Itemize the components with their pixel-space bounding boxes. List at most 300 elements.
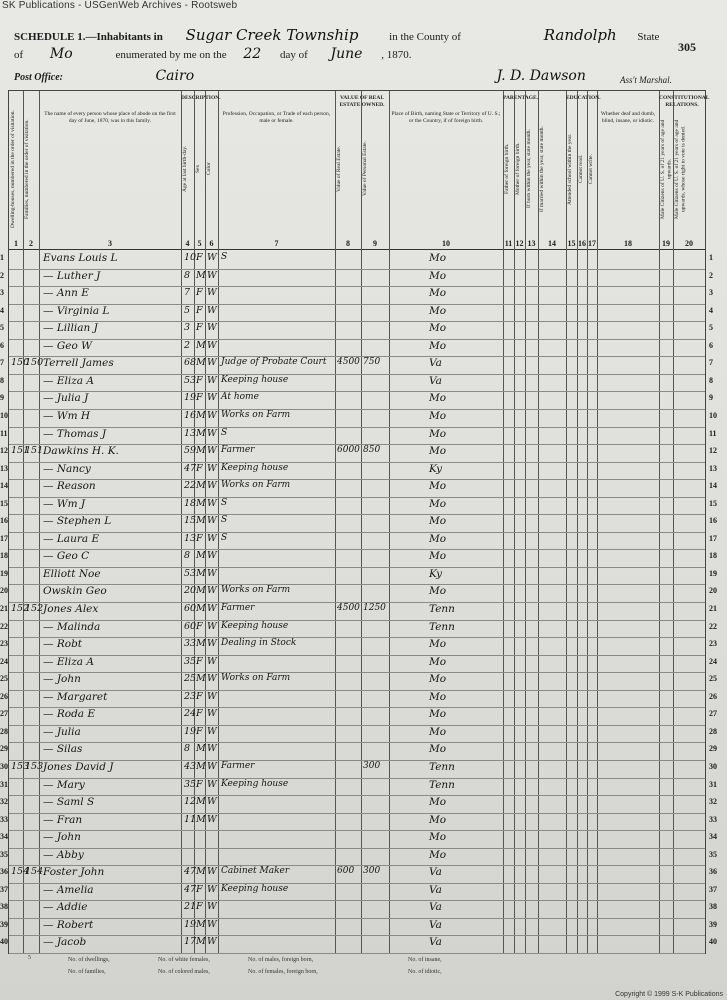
cell-fam: 150 [25, 357, 44, 369]
cell-age: 22 [184, 480, 197, 492]
cell-occ: Farmer [221, 445, 255, 456]
cell-sex: M [196, 638, 206, 650]
cell-occ: S [221, 532, 228, 543]
cell-color: W [207, 778, 217, 790]
cell-dw: 154 [11, 866, 30, 878]
line-number-right: 33 [709, 814, 717, 824]
cell-occ: Works on Farm [221, 480, 291, 491]
column-number-7: 7 [274, 239, 279, 248]
column-number-16: 16 [578, 239, 586, 248]
cell-occ: Keeping house [221, 462, 289, 473]
cell-fam: 152 [25, 603, 44, 614]
column-heading-18: Whether deaf and dumb, blind, insane, or idiotic. [600, 111, 656, 124]
cell-age: 19 [184, 918, 197, 930]
cell-color: W [207, 743, 217, 755]
cell-sex: M [196, 480, 206, 492]
cell-fam: 153 [25, 760, 44, 772]
table-row [9, 497, 705, 516]
cell-color: W [207, 322, 217, 334]
line-number-right: 18 [709, 551, 717, 561]
line-number-left: 23 [0, 639, 8, 649]
table-row [9, 427, 705, 446]
line-number-right: 15 [709, 498, 717, 508]
cell-age: 24 [184, 708, 197, 720]
cell-pe: 750 [363, 357, 381, 368]
cell-name: — Geo C [43, 550, 90, 563]
enumeration-month: June [330, 46, 363, 62]
cell-sex: M [196, 427, 206, 439]
cell-name: — Silas [43, 743, 83, 756]
column-heading-11: Father of foreign birth. [504, 143, 510, 195]
cell-name: — Luther J [43, 269, 101, 282]
cell-birth: Mo [429, 445, 447, 458]
table-row [9, 479, 705, 498]
line-number-right: 11 [709, 428, 717, 438]
cell-name: — Lillian J [43, 322, 98, 335]
cell-color: W [207, 287, 217, 299]
cell-age: 53 [184, 374, 197, 386]
line-number-right: 12 [709, 446, 717, 456]
footer-totals [8, 955, 704, 985]
table-row [9, 584, 705, 603]
cell-age: 8 [184, 743, 191, 755]
line-number-left: 1 [0, 253, 4, 262]
line-number-left: 39 [0, 919, 8, 929]
cell-sex: F [196, 901, 203, 913]
cell-sex: M [196, 269, 206, 281]
cell-birth: Mo [429, 392, 447, 405]
cell-sex: M [196, 445, 206, 457]
column-number-9: 9 [373, 239, 377, 248]
cell-color: W [207, 269, 217, 281]
table-row [9, 918, 705, 937]
cell-color: W [207, 690, 217, 702]
cell-birth: Mo [429, 480, 447, 493]
footer-females-foreign: No. of females, foreign born, [248, 969, 318, 975]
footer-white-females: No. of white females, [158, 957, 210, 963]
cell-re: 4500 [337, 603, 360, 613]
cell-color: W [207, 339, 217, 351]
cell-pe: 850 [363, 445, 381, 456]
cell-birth: Va [429, 866, 442, 879]
table-row [9, 356, 705, 375]
cell-sex: F [196, 374, 203, 386]
cell-occ: Judge of Probate Court [221, 357, 327, 368]
cell-dw: 152 [11, 603, 30, 614]
column-heading-19: Male Citizens of U. S. of 21 years of age and upwards. [660, 119, 672, 219]
line-number-right: 4 [709, 305, 713, 315]
table-row [9, 339, 705, 358]
line-number-left: 8 [0, 375, 4, 385]
line-number-right: 17 [709, 533, 717, 543]
cell-name: — Virginia L [43, 304, 110, 317]
cell-sex: M [196, 796, 206, 808]
table-row [9, 462, 705, 481]
column-number-19: 19 [662, 239, 670, 248]
cell-sex: M [196, 603, 206, 614]
line-number-left: 14 [0, 481, 8, 491]
column-heading-4: Age at last birth-day. [182, 145, 188, 193]
cell-name: — Robert [43, 918, 94, 931]
cell-sex: M [196, 936, 206, 948]
cell-name: Evans Louis L [43, 252, 118, 264]
cell-occ: S [221, 427, 228, 438]
cell-color: W [207, 427, 217, 439]
line-number-left: 16 [0, 516, 8, 526]
line-number-left: 5 [0, 323, 4, 333]
cell-birth: Mo [429, 550, 447, 563]
cell-sex: F [196, 304, 203, 316]
line-number-left: 35 [0, 849, 8, 859]
cell-fam: 151 [25, 445, 44, 457]
group-header-constitutional: CONSTITUTIONAL RELATIONS. [659, 95, 710, 108]
cell-color: W [207, 445, 217, 457]
cell-name: — Robt [43, 638, 83, 651]
enumeration-line [14, 46, 411, 62]
cell-sex: M [196, 497, 206, 509]
line-number-left: 28 [0, 726, 8, 736]
table-row [9, 707, 705, 726]
column-heading-9: Value of Personal Estate. [362, 141, 368, 197]
column-number-13: 13 [527, 239, 536, 248]
cell-sex: F [196, 392, 203, 404]
cell-age: 10 [184, 252, 197, 263]
cell-dw: 151 [11, 445, 30, 457]
cell-sex: M [196, 866, 206, 878]
column-heading-7: Profession, Occupation, or Trade of each person, male or female. [222, 111, 331, 124]
line-number-left: 21 [0, 604, 8, 613]
cell-birth: Mo [429, 796, 447, 809]
table-row [9, 795, 705, 814]
line-number-right: 21 [709, 604, 717, 613]
cell-birth: Mo [429, 831, 447, 844]
post-office-name: Cairo [155, 68, 195, 84]
table-row [9, 391, 705, 410]
table-row [9, 251, 705, 270]
cell-name: — Laura E [43, 532, 100, 545]
line-number-left: 38 [0, 902, 8, 912]
cell-name: Foster John [43, 866, 105, 879]
cell-re: 4500 [337, 357, 360, 368]
line-number-right: 35 [709, 849, 717, 859]
cell-birth: Mo [429, 322, 447, 335]
cell-birth: Mo [429, 708, 447, 721]
line-number-left: 29 [0, 744, 8, 754]
cell-name: — Addie [43, 901, 88, 914]
cell-age: 53 [184, 567, 197, 579]
cell-name: Jones David J [43, 760, 114, 773]
cell-occ: Keeping house [221, 374, 289, 385]
cell-birth: Mo [429, 585, 447, 598]
cell-sex: F [196, 287, 203, 299]
cell-age: 23 [184, 690, 197, 702]
cell-birth: Tenn [429, 760, 455, 773]
line-number-right: 5 [709, 323, 713, 333]
line-number-left: 4 [0, 305, 4, 315]
cell-name: — Ann E [43, 287, 89, 300]
table-row [9, 760, 705, 779]
cell-name: — Julia J [43, 392, 89, 405]
cell-color: W [207, 532, 217, 544]
table-row [9, 883, 705, 902]
cell-color: W [207, 673, 217, 685]
cell-name: — Jacob [43, 936, 87, 949]
column-heading-6: Color [206, 162, 212, 176]
source-banner: SK Publications - USGenWeb Archives - Rootsweb [2, 0, 238, 11]
cell-re: 600 [337, 866, 355, 877]
cell-age: 5 [184, 304, 191, 316]
line-number-left: 36 [0, 867, 8, 877]
table-row [9, 637, 705, 656]
cell-name: Dawkins H. K. [43, 445, 119, 458]
line-number-left: 33 [0, 814, 8, 824]
footer-insane: No. of insane, [408, 957, 442, 963]
cell-birth: Ky [429, 567, 443, 580]
cell-age: 33 [184, 638, 197, 650]
cell-birth: Mo [429, 690, 447, 703]
table-row [9, 269, 705, 288]
line-number-right: 6 [709, 340, 713, 350]
line-number-right: 9 [709, 393, 713, 403]
cell-name: — Geo W [43, 339, 92, 352]
table-row [9, 409, 705, 428]
cell-sex: F [196, 620, 203, 632]
line-number-left: 20 [0, 586, 8, 596]
line-number-right: 8 [709, 375, 713, 385]
column-number-10: 10 [442, 239, 450, 248]
cell-birth: Tenn [429, 620, 455, 633]
table-row [9, 549, 705, 568]
line-number-left: 32 [0, 797, 8, 807]
column-number-12: 12 [515, 239, 524, 248]
line-number-left: 19 [0, 568, 8, 578]
cell-occ: Farmer [221, 603, 255, 613]
cell-birth: Ky [429, 462, 443, 475]
cell-birth: Mo [429, 252, 447, 264]
cell-occ: Works on Farm [221, 409, 291, 420]
column-number-18: 18 [624, 239, 632, 248]
cell-color: W [207, 918, 217, 930]
table-row [9, 848, 705, 867]
cell-sex: F [196, 655, 203, 667]
line-number-right: 23 [709, 639, 717, 649]
cell-name: — Nancy [43, 462, 91, 475]
group-header-value: VALUE OF REAL ESTATE OWNED. [339, 95, 385, 108]
line-number-left: 3 [0, 288, 4, 298]
cell-birth: Mo [429, 532, 447, 545]
cell-birth: Va [429, 901, 442, 914]
footer-males-foreign: No. of males, foreign born, [248, 957, 314, 963]
cell-re: 6000 [337, 445, 360, 456]
table-row [9, 813, 705, 832]
footer-colored-males: No. of colored males, [158, 969, 210, 975]
line-number-right: 31 [709, 779, 717, 789]
cell-age: 19 [184, 392, 197, 404]
line-number-right: 26 [709, 691, 717, 701]
cell-sex: M [196, 567, 206, 579]
cell-color: W [207, 813, 217, 825]
cell-name: — Abby [43, 848, 84, 861]
cell-birth: Mo [429, 515, 447, 528]
cell-name: Owskin Geo [43, 585, 107, 598]
cell-sex: M [196, 918, 206, 930]
table-row [9, 830, 705, 849]
cell-color: W [207, 655, 217, 667]
cell-age: 13 [184, 427, 197, 439]
cell-age: 47 [184, 883, 197, 895]
cell-birth: Va [429, 936, 442, 949]
cell-age: 35 [184, 655, 197, 667]
line-number-right: 29 [709, 744, 717, 754]
cell-sex: M [196, 760, 206, 772]
line-number-left: 26 [0, 691, 8, 701]
cell-sex: F [196, 690, 203, 702]
column-heading-10: Place of Birth, naming State or Territory of U. S.; or the Country, if of foreign birth. [391, 111, 501, 124]
cell-occ: S [221, 497, 228, 508]
cell-birth: Mo [429, 725, 447, 738]
cell-dw: 150 [11, 357, 30, 369]
cell-occ: S [221, 252, 228, 262]
cell-sex: M [196, 585, 206, 597]
cell-sex: F [196, 708, 203, 720]
column-number-11: 11 [504, 239, 513, 248]
cell-birth: Tenn [429, 778, 455, 791]
cell-color: W [207, 883, 217, 895]
line-number-left: 30 [0, 761, 8, 771]
table-row [9, 304, 705, 323]
cell-age: 8 [184, 269, 191, 281]
column-heading-20: Male Citizens of U. S. of 21 years of age and upwards, whose right to vote is denied. [674, 119, 687, 219]
cell-age: 15 [184, 515, 197, 527]
cell-pe: 300 [363, 760, 381, 771]
cell-age: 60 [184, 620, 197, 632]
line-number-right: 3 [709, 288, 713, 298]
line-number-right: 10 [709, 410, 717, 420]
column-heading-5: Sex [195, 164, 201, 174]
cell-color: W [207, 638, 217, 650]
cell-occ: Keeping house [221, 778, 289, 789]
cell-birth: Mo [429, 339, 447, 352]
line-number-right: 37 [709, 884, 717, 894]
cell-age: 8 [184, 550, 191, 562]
cell-birth: Mo [429, 269, 447, 282]
line-number-left: 34 [0, 832, 8, 842]
column-heading-13: If born within the year, state month. [526, 129, 532, 209]
cell-color: W [207, 252, 217, 263]
cell-name: — Mary [43, 778, 85, 791]
cell-name: — Julia [43, 725, 81, 738]
township-name: Sugar Creek Township [185, 26, 359, 44]
cell-sex: M [196, 550, 206, 562]
cell-name: — Malinda [43, 620, 101, 633]
table-row [9, 444, 705, 463]
line-number-left: 13 [0, 463, 8, 473]
line-number-right: 40 [709, 937, 717, 947]
cell-age: 19 [184, 725, 197, 737]
cell-birth: Mo [429, 743, 447, 756]
table-row [9, 655, 705, 674]
cell-age: 17 [184, 936, 197, 948]
post-office-label: Post Office: [14, 72, 63, 83]
group-header-parentage: PARENTAGE. [503, 95, 539, 101]
line-number-left: 22 [0, 621, 8, 631]
column-heading-17: Cannot write. [588, 154, 594, 184]
cell-color: W [207, 409, 217, 421]
table-row [9, 567, 705, 586]
line-number-right: 2 [709, 270, 713, 280]
line-number-left: 10 [0, 410, 8, 420]
cell-color: W [207, 304, 217, 316]
cell-sex: F [196, 532, 203, 544]
line-number-left: 37 [0, 884, 8, 894]
cell-sex: M [196, 357, 206, 369]
line-number-left: 24 [0, 656, 8, 666]
cell-birth: Mo [429, 497, 447, 510]
schedule-line [14, 26, 659, 44]
cell-occ: Works on Farm [221, 585, 291, 596]
marshal-signature: J. D. Dawson [496, 68, 586, 84]
table-row [9, 742, 705, 761]
cell-color: W [207, 480, 217, 492]
line-number-left: 27 [0, 709, 8, 719]
county-label: in the County of [389, 31, 461, 43]
table-row [9, 778, 705, 797]
cell-occ: S [221, 515, 228, 526]
line-number-left: 25 [0, 674, 8, 684]
line-number-left: 7 [0, 358, 4, 368]
cell-age: 21 [184, 901, 197, 913]
cell-occ: At home [221, 392, 259, 403]
line-number-right: 34 [709, 832, 717, 842]
table-row [9, 900, 705, 919]
line-number-left: 31 [0, 779, 8, 789]
table-row [9, 865, 705, 884]
table-row [9, 321, 705, 340]
cell-color: W [207, 515, 217, 527]
column-number-5: 5 [197, 239, 202, 248]
column-heading-8: Value of Real Estate. [336, 145, 342, 193]
cell-age: 11 [184, 813, 197, 825]
enumerated-label: enumerated by me on the [115, 49, 227, 61]
enumeration-year: , 1870. [381, 49, 412, 61]
cell-occ: Works on Farm [221, 673, 291, 684]
cell-sex: M [196, 743, 206, 755]
state-name: Mo [49, 46, 73, 62]
line-number-right: 32 [709, 797, 717, 807]
cell-name: — Stephen L [43, 515, 112, 528]
cell-color: W [207, 708, 217, 720]
line-number-right: 25 [709, 674, 717, 684]
line-number-right: 1 [709, 253, 713, 262]
table-row [9, 725, 705, 744]
line-number-right: 22 [709, 621, 717, 631]
cell-name: — John [43, 673, 81, 686]
table-row [9, 620, 705, 639]
column-heading-15: Attended school within the year. [567, 133, 573, 205]
cell-name: — Thomas J [43, 427, 107, 440]
cell-color: W [207, 462, 217, 474]
footer-tally: 5 [28, 955, 31, 961]
cell-birth: Mo [429, 673, 447, 686]
cell-name: — Fran [43, 813, 83, 826]
marshal-label: Ass't Marshal. [620, 75, 672, 85]
cell-name: — Saml S [43, 796, 95, 809]
cell-birth: Mo [429, 287, 447, 300]
cell-birth: Mo [429, 813, 447, 826]
cell-color: W [207, 725, 217, 737]
line-number-right: 27 [709, 709, 717, 719]
column-heading-16: Cannot read. [578, 154, 584, 184]
